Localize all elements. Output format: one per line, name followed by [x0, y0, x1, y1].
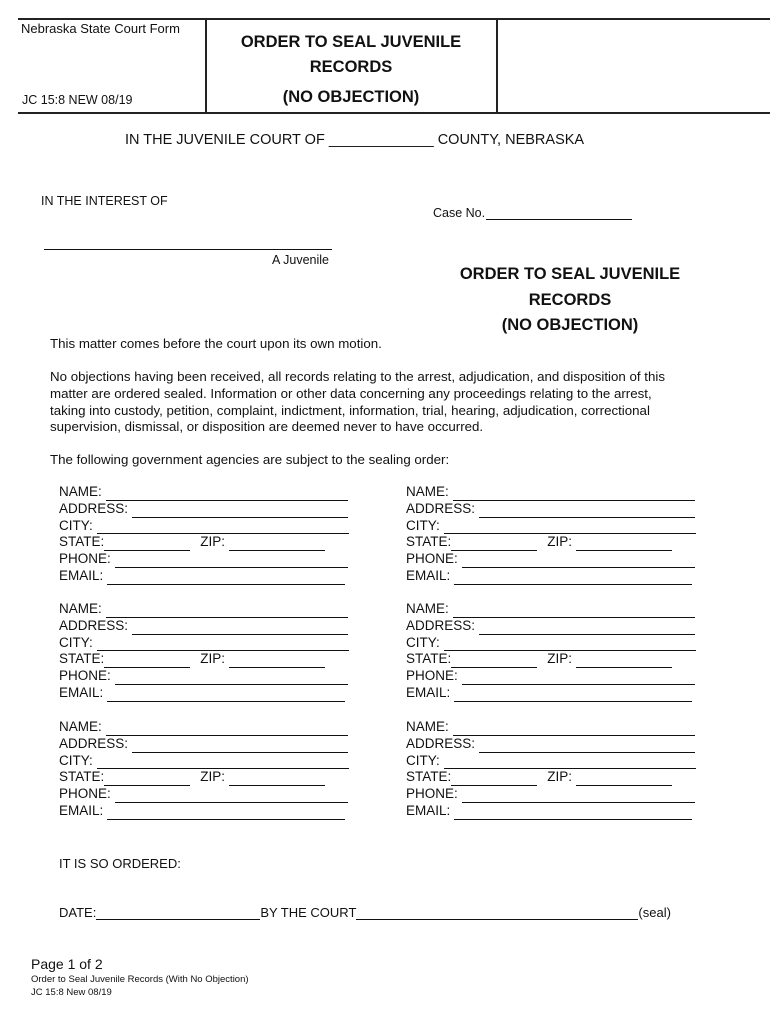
agency-email-row	[406, 803, 706, 820]
header-divider-right	[496, 18, 498, 113]
juvenile-name-line[interactable]	[44, 249, 332, 250]
juvenile-label: A Juvenile	[272, 253, 329, 267]
agency-address-label: ADDRESS:	[59, 735, 129, 751]
agency-state-field[interactable]	[104, 654, 190, 668]
agency-phone-label: PHONE:	[59, 786, 111, 802]
agency-address-field[interactable]	[132, 621, 348, 635]
agency-city-row	[406, 635, 706, 652]
agency-city-label: CITY:	[59, 752, 93, 768]
agency-phone-row	[406, 551, 706, 568]
agency-name-field[interactable]	[106, 722, 348, 736]
agency-email-field[interactable]	[107, 688, 345, 702]
footer-form-number: JC 15:8 New 08/19	[31, 987, 112, 998]
agency-name-field[interactable]	[106, 604, 348, 618]
agency-state-zip-row	[406, 651, 706, 668]
date-label: DATE:	[59, 905, 97, 920]
agency-name-field[interactable]	[106, 487, 348, 501]
agency-state-zip-row	[59, 769, 359, 786]
seal-label: (seal)	[638, 905, 671, 920]
agency-address-row	[406, 501, 706, 518]
agency-phone-label: PHONE:	[59, 551, 111, 567]
agency-state-zip-row	[406, 769, 706, 786]
sealing-paragraph-line: supervision, dismissal, or disposition are deemed never to have occurred.	[50, 419, 484, 435]
agency-address-field[interactable]	[132, 504, 348, 518]
agency-city-label: CITY:	[59, 634, 93, 650]
agency-email-field[interactable]	[107, 571, 345, 585]
header-title	[206, 30, 496, 110]
agency-phone-row	[59, 668, 359, 685]
agency-city-field[interactable]	[444, 637, 696, 651]
sealing-paragraph-line: taking into custody, petition, complaint, indictment, information, trial, hearing, adjudication, correctional	[50, 402, 650, 418]
agency-address-row	[406, 736, 706, 753]
agency-phone-field[interactable]	[115, 554, 348, 568]
agency-email-label: EMAIL:	[59, 684, 104, 700]
signature-row	[59, 905, 671, 920]
agency-phone-label: PHONE:	[406, 551, 458, 567]
agency-zip-label: ZIP:	[200, 769, 226, 785]
agency-email-field[interactable]	[454, 571, 692, 585]
agency-name-row	[406, 601, 706, 618]
agency-email-field[interactable]	[454, 688, 692, 702]
agency-phone-row	[406, 786, 706, 803]
motion-paragraph: This matter comes before the court upon its own motion.	[50, 336, 382, 351]
agency-state-field[interactable]	[451, 772, 537, 786]
agency-city-label: CITY:	[406, 517, 440, 533]
agency-email-label: EMAIL:	[406, 567, 451, 583]
agency-state-zip-row	[59, 651, 359, 668]
agency-name-label: NAME:	[59, 719, 102, 734]
order-title-line1: ORDER TO SEAL JUVENILE	[459, 265, 681, 283]
agency-name-row	[59, 484, 359, 501]
agency-state-field[interactable]	[451, 654, 537, 668]
agency-state-label: STATE:	[406, 534, 452, 550]
agency-address-field[interactable]	[132, 739, 348, 753]
agency-email-row	[59, 685, 359, 702]
agency-state-label: STATE:	[59, 651, 105, 667]
header-title-line2: RECORDS	[309, 58, 393, 76]
agency-city-label: CITY:	[406, 752, 440, 768]
agency-state-label: STATE:	[406, 769, 452, 785]
agency-block	[59, 601, 359, 702]
agency-city-row	[59, 753, 359, 770]
agency-email-field[interactable]	[454, 806, 692, 820]
agency-address-label: ADDRESS:	[59, 500, 129, 516]
order-title-line3: (NO OBJECTION)	[501, 316, 639, 334]
agency-city-field[interactable]	[444, 520, 696, 534]
agency-phone-label: PHONE:	[59, 668, 111, 684]
agency-address-field[interactable]	[479, 504, 695, 518]
agency-city-label: CITY:	[59, 517, 93, 533]
agency-name-label: NAME:	[406, 484, 449, 499]
agency-address-row	[406, 618, 706, 635]
agency-city-field[interactable]	[444, 755, 696, 769]
agency-name-field[interactable]	[453, 722, 695, 736]
agency-zip-field[interactable]	[229, 537, 325, 551]
date-field[interactable]	[96, 906, 260, 920]
agency-address-field[interactable]	[479, 621, 695, 635]
agency-address-label: ADDRESS:	[59, 617, 129, 633]
agency-email-label: EMAIL:	[406, 802, 451, 818]
order-title	[440, 262, 700, 339]
agency-address-field[interactable]	[479, 739, 695, 753]
agency-city-row	[406, 753, 706, 770]
agency-city-field[interactable]	[97, 520, 349, 534]
interest-of-label: IN THE INTEREST OF	[41, 194, 168, 208]
agency-phone-label: PHONE:	[406, 668, 458, 684]
agency-block	[59, 484, 359, 585]
agency-zip-label: ZIP:	[200, 534, 226, 550]
agency-address-label: ADDRESS:	[406, 500, 476, 516]
sealing-paragraph-line: No objections having been received, all records relating to the arrest, adjudication, and disposition of this	[50, 369, 665, 384]
court-line: IN THE JUVENILE COURT OF _____________ COUNTY, NEBRASKA	[125, 132, 585, 148]
agency-state-label: STATE:	[59, 769, 105, 785]
agency-phone-field[interactable]	[462, 789, 695, 803]
judge-signature-field[interactable]	[356, 906, 638, 920]
agency-address-row	[59, 736, 359, 753]
case-number-field[interactable]	[433, 206, 632, 220]
agency-city-field[interactable]	[97, 637, 349, 651]
agency-name-label: NAME:	[59, 484, 102, 499]
agency-name-row	[59, 719, 359, 736]
header-top-rule	[18, 18, 770, 20]
agency-email-row	[59, 568, 359, 585]
agency-zip-field[interactable]	[576, 654, 672, 668]
agency-city-row	[59, 518, 359, 535]
agency-email-label: EMAIL:	[59, 567, 104, 583]
order-title-line2: RECORDS	[528, 290, 612, 309]
so-ordered-label: IT IS SO ORDERED:	[59, 856, 181, 871]
agency-name-row	[406, 719, 706, 736]
agency-email-row	[406, 685, 706, 702]
agency-name-label: NAME:	[406, 601, 449, 616]
case-number-blank[interactable]	[486, 207, 632, 220]
agency-address-row	[59, 501, 359, 518]
agency-email-label: EMAIL:	[406, 684, 451, 700]
case-number-label: Case No.	[433, 206, 486, 220]
agency-zip-label: ZIP:	[200, 651, 226, 667]
sealing-paragraph-line: matter are ordered sealed. Information or other data concerning any proceedings relating to the arrest,	[50, 385, 652, 401]
sealing-paragraph	[50, 369, 710, 436]
agency-phone-label: PHONE:	[406, 786, 458, 802]
agency-name-field[interactable]	[453, 487, 695, 501]
agency-phone-field[interactable]	[115, 671, 348, 685]
agency-email-row	[406, 568, 706, 585]
agencies-intro: The following government agencies are subject to the sealing order:	[50, 452, 450, 467]
agency-block	[406, 719, 706, 820]
header-bottom-rule	[18, 112, 770, 114]
agency-name-field[interactable]	[453, 604, 695, 618]
agency-name-row	[59, 601, 359, 618]
by-the-court-label: BY THE COURT	[260, 905, 357, 920]
agency-city-row	[59, 635, 359, 652]
agency-address-label: ADDRESS:	[406, 735, 476, 751]
agency-zip-field[interactable]	[576, 537, 672, 551]
agency-zip-label: ZIP:	[547, 651, 573, 667]
agency-city-label: CITY:	[406, 634, 440, 650]
agency-state-field[interactable]	[451, 537, 537, 551]
agency-zip-label: ZIP:	[547, 534, 573, 550]
header-form-number: JC 15:8 NEW 08/19	[22, 93, 133, 107]
agency-block	[406, 484, 706, 585]
agency-state-label: STATE:	[59, 534, 105, 550]
agency-block	[59, 719, 359, 820]
agency-zip-field[interactable]	[229, 772, 325, 786]
agency-phone-row	[59, 786, 359, 803]
agency-zip-field[interactable]	[576, 772, 672, 786]
agency-phone-field[interactable]	[115, 789, 348, 803]
footer-form-title: Order to Seal Juvenile Records (With No Objection)	[31, 974, 249, 985]
state-form-label: Nebraska State Court Form	[21, 21, 180, 36]
agency-state-field[interactable]	[104, 772, 190, 786]
agency-phone-row	[406, 668, 706, 685]
agency-name-row	[406, 484, 706, 501]
agency-name-label: NAME:	[59, 601, 102, 616]
agency-state-label: STATE:	[406, 651, 452, 667]
agency-state-field[interactable]	[104, 537, 190, 551]
agency-address-row	[59, 618, 359, 635]
agency-address-label: ADDRESS:	[406, 617, 476, 633]
agency-zip-label: ZIP:	[547, 769, 573, 785]
agency-phone-row	[59, 551, 359, 568]
agency-name-label: NAME:	[406, 719, 449, 734]
agency-state-zip-row	[406, 534, 706, 551]
agency-email-field[interactable]	[107, 806, 345, 820]
agency-phone-field[interactable]	[462, 671, 695, 685]
agency-state-zip-row	[59, 534, 359, 551]
agency-block	[406, 601, 706, 702]
agency-zip-field[interactable]	[229, 654, 325, 668]
agency-email-row	[59, 803, 359, 820]
header-title-line3: (NO OBJECTION)	[282, 88, 420, 106]
agency-city-row	[406, 518, 706, 535]
agency-phone-field[interactable]	[462, 554, 695, 568]
page-number: Page 1 of 2	[31, 956, 103, 972]
header-title-line1: ORDER TO SEAL JUVENILE	[240, 33, 462, 51]
agency-email-label: EMAIL:	[59, 802, 104, 818]
agency-city-field[interactable]	[97, 755, 349, 769]
